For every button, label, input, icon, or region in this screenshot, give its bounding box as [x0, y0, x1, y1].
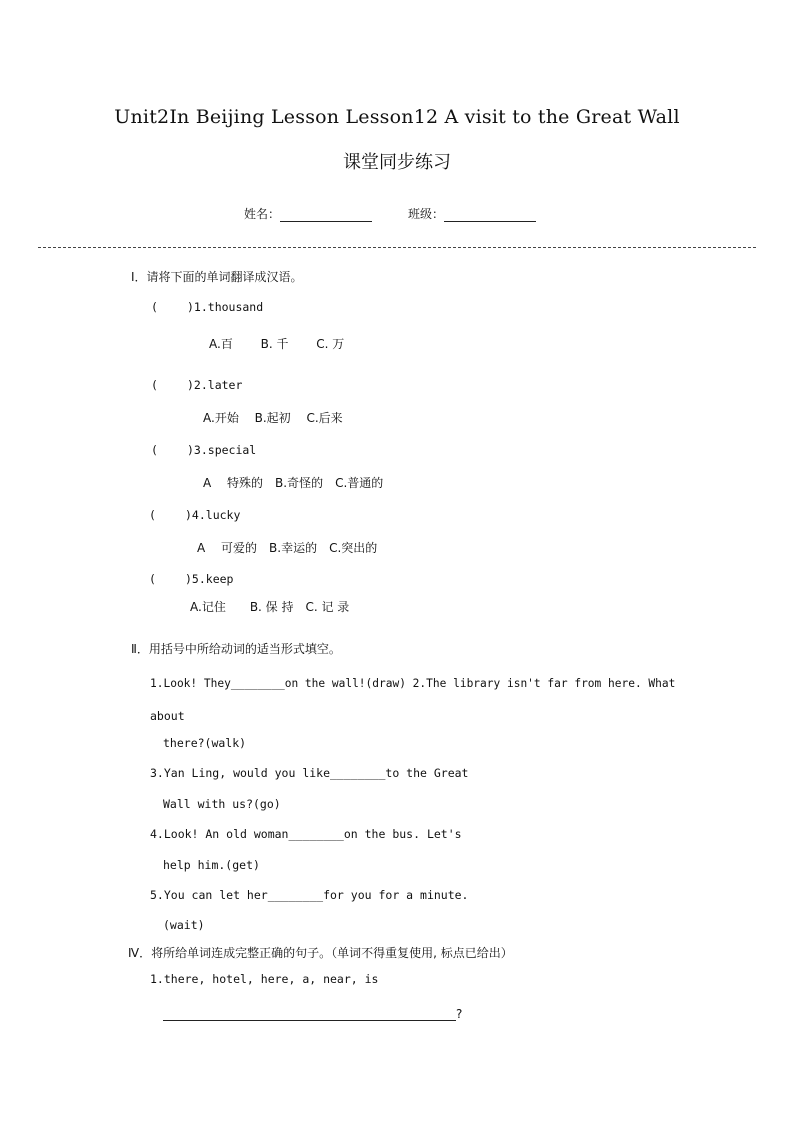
answer-paren: (	[149, 572, 156, 586]
name-field	[244, 205, 372, 222]
fill-blank-line-2: about	[150, 709, 185, 723]
question-stem: )4.lucky	[185, 508, 241, 522]
fill-blank-line-5: Wall with us?(go)	[163, 797, 281, 811]
answer-punctuation: ?	[456, 1007, 463, 1021]
fill-blank-line-6: 4.Look! An old woman________on the bus. Let's	[150, 827, 462, 841]
sentence-item-1: 1.there, hotel, here, a, near, is	[150, 972, 379, 986]
section1-heading: Ⅰ．请将下面的单词翻译成汉语。	[131, 270, 303, 284]
question-4	[149, 508, 240, 522]
fill-blank-line-9: (wait)	[163, 918, 205, 932]
worksheet-title: Unit2In Beijing Lesson Lesson12 A visit to the Great Wall	[114, 106, 680, 128]
answer-paren: (	[149, 508, 156, 522]
fill-blank-line-4: 3.Yan Ling, would you like________to the Great	[150, 766, 469, 780]
answer-paren: (	[151, 443, 158, 457]
section4-heading: Ⅳ．将所给单词连成完整正确的句子。（单词不得重复使用, 标点已给出）	[128, 946, 513, 960]
section2-heading: Ⅱ．用括号中所给动词的适当形式填空。	[131, 642, 341, 656]
question-3-options: A 特殊的 B.奇怪的 C.普通的	[203, 476, 384, 490]
question-1-options: A.百 B. 千 C. 万	[209, 337, 345, 351]
question-stem: )2.later	[187, 378, 243, 392]
question-4-options: A 可爱的 B.幸运的 C.突出的	[197, 541, 378, 555]
dashed-divider	[38, 247, 756, 248]
question-5-options: A.记住 B. 保 持 C. 记 录	[190, 600, 350, 614]
class-blank	[444, 207, 536, 222]
question-5	[149, 572, 233, 586]
question-stem: )3.special	[187, 443, 257, 457]
question-2-options: A.开始 B.起初 C.后来	[203, 411, 343, 425]
class-label: 班级：	[408, 207, 445, 221]
name-label: 姓名：	[244, 207, 281, 221]
class-field	[408, 205, 536, 222]
question-stem: )5.keep	[185, 572, 234, 586]
sentence-answer-1	[163, 1006, 462, 1021]
fill-blank-line-8: 5.You can let her________for you for a minute.	[150, 888, 469, 902]
question-stem: )1.thousand	[187, 300, 264, 314]
answer-paren: (	[151, 378, 158, 392]
name-blank	[280, 207, 372, 222]
question-2	[151, 378, 242, 392]
worksheet-subtitle: 课堂同步练习	[343, 152, 451, 173]
answer-blank	[163, 1006, 456, 1021]
fill-blank-line-1: 1.Look! They________on the wall!(draw) 2.The library isn't far from here. What	[150, 677, 676, 690]
question-1	[151, 300, 263, 314]
fill-blank-line-7: help him.(get)	[163, 858, 260, 872]
answer-paren: (	[151, 300, 158, 314]
fill-blank-line-3: there?(walk)	[163, 736, 247, 750]
question-3	[151, 443, 256, 457]
